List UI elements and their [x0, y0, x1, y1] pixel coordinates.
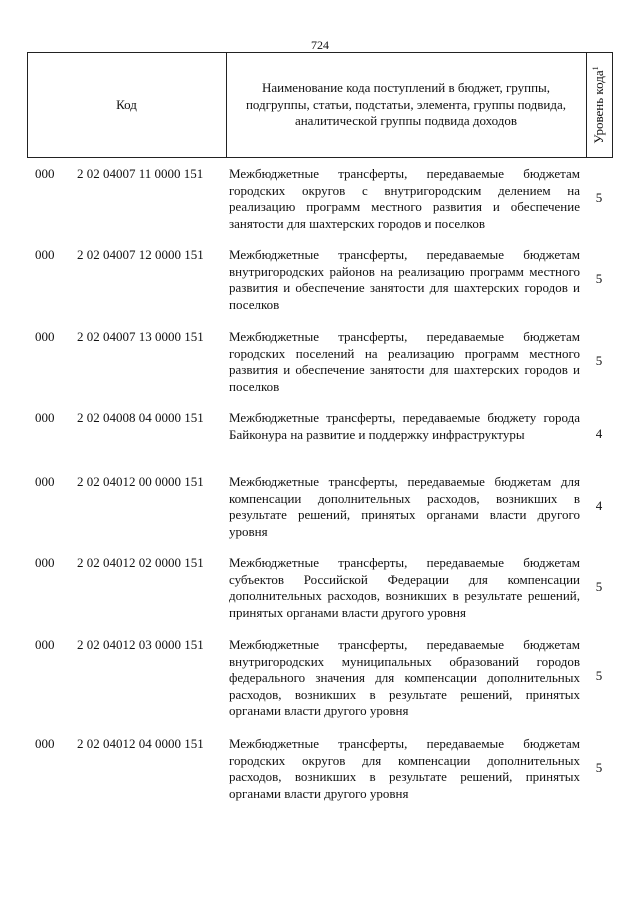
income-name: Межбюджетные трансферты, передаваемые бюджетам внутригородских муниципальных образований городов федерального значения для компенсации дополнительных расходов, возникших в результате решений, принятых органами власти другого уровня [229, 637, 580, 718]
admin-code: 000 [35, 555, 55, 570]
code-level: 4 [595, 426, 603, 441]
header-code: Код [116, 97, 137, 112]
income-name: Межбюджетные трансферты, передаваемые бюджетам городских округов для компенсации дополнительных расходов, возникших в результате решений, принятых органами власти другого уровня [229, 736, 580, 801]
income-name: Межбюджетные трансферты, передаваемые бюджету города Байконура на развитие и поддержку инфраструктуры [229, 410, 580, 442]
table-header [27, 52, 613, 158]
income-name: Межбюджетные трансферты, передаваемые бюджетам городских округов с внутригородским делением на реализацию программ местного развития и обеспечение занятости для шахтерских городов и поселков [229, 166, 580, 231]
income-name: Межбюджетные трансферты, передаваемые бюджетам внутригородских районов на реализацию программ местного развития и обеспечение занятости для шахтерских городов и поселков [229, 247, 580, 312]
admin-code: 000 [35, 247, 55, 262]
income-code: 2 02 04012 04 0000 151 [77, 736, 204, 751]
header-level-text: Уровень кода [591, 70, 607, 144]
admin-code: 000 [35, 474, 55, 489]
code-level: 5 [595, 579, 603, 594]
page-number: 724 [311, 38, 329, 52]
income-code: 2 02 04007 11 0000 151 [77, 166, 204, 181]
code-level: 5 [595, 668, 603, 683]
code-level: 4 [595, 498, 603, 513]
income-code: 2 02 04012 03 0000 151 [77, 637, 204, 652]
header-level-footnote: 1 [590, 66, 600, 71]
admin-code: 000 [35, 410, 55, 425]
code-level: 5 [595, 353, 603, 368]
income-name: Межбюджетные трансферты, передаваемые бюджетам субъектов Российской Федерации для компенсации дополнительных расходов, возникших в результате решений, принятых органами власти другого уровня [229, 555, 580, 620]
code-level: 5 [595, 190, 603, 205]
admin-code: 000 [35, 637, 55, 652]
admin-code: 000 [35, 736, 55, 751]
header-name: Наименование кода поступлений в бюджет, группы, подгруппы, статьи, подстатьи, элемента, группы подвида, аналитической группы подвида доходов [245, 80, 567, 129]
admin-code: 000 [35, 329, 55, 344]
income-code: 2 02 04007 12 0000 151 [77, 247, 204, 262]
income-code: 2 02 04008 04 0000 151 [77, 410, 204, 425]
code-level: 5 [595, 760, 603, 775]
code-level: 5 [595, 271, 603, 286]
income-code: 2 02 04012 00 0000 151 [77, 474, 204, 489]
admin-code: 000 [35, 166, 55, 181]
header-level-label [591, 66, 607, 143]
header-divider [612, 53, 613, 157]
income-code: 2 02 04007 13 0000 151 [77, 329, 204, 344]
header-level [586, 53, 612, 157]
income-name: Межбюджетные трансферты, передаваемые бюджетам для компенсации дополнительных расходов, возникших в результате решений, принятых органами власти другого уровня [229, 474, 580, 539]
income-code: 2 02 04012 02 0000 151 [77, 555, 204, 570]
income-name: Межбюджетные трансферты, передаваемые бюджетам городских поселений на реализацию программ местного развития и обеспечение занятости для шахтерских городов и поселков [229, 329, 580, 394]
